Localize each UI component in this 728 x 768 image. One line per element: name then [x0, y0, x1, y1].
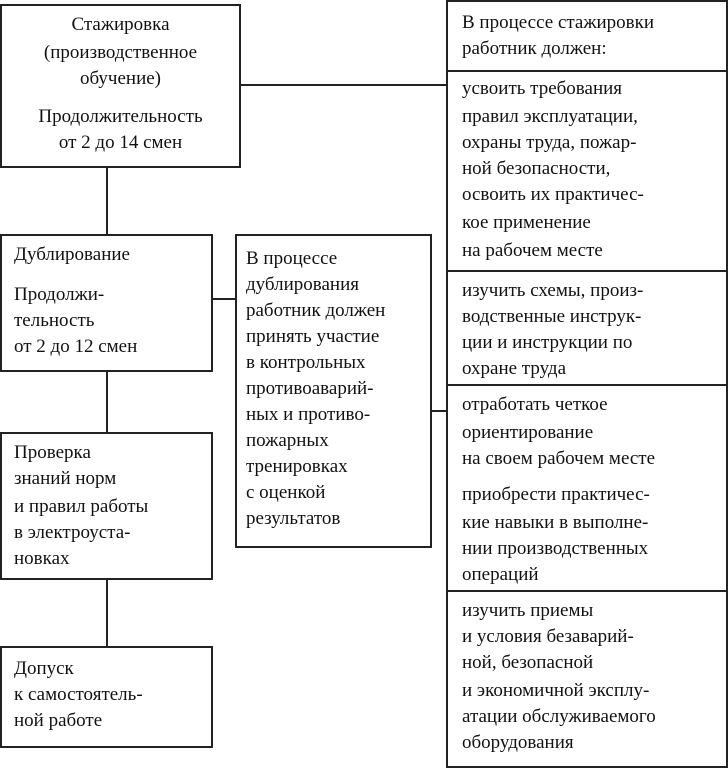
duplication-task-line-7: ных и противо- [246, 404, 371, 425]
training-title-line-2: (производственное [43, 42, 198, 63]
admission-line-3: ной работе [14, 710, 103, 731]
requirement-1-line-7: на рабочем месте [462, 240, 603, 261]
duplication-duration-line-2: тельность [14, 310, 95, 331]
admission-line-1: Допуск [14, 658, 74, 679]
duplication-task-line-10: с оценкой [246, 482, 326, 503]
duplication-task-line-4: принять участие [246, 326, 380, 347]
requirements-header-line-2: работник должен: [462, 38, 607, 59]
requirement-5-line-6: оборудования [462, 732, 574, 753]
requirement-4-line-3: нии производственных [462, 538, 649, 559]
duplication-task-line-11: результатов [246, 508, 341, 529]
requirement-4-line-2: кие навыки в выполне- [462, 512, 649, 533]
requirement-1-line-2: правил эксплуатации, [462, 106, 638, 127]
requirement-2-line-1: изучить схемы, произ- [462, 280, 644, 301]
requirement-3-line-3: на своем рабочем месте [462, 448, 656, 469]
connector-duplication-exam [106, 370, 108, 434]
requirement-5-line-5: атации обслуживаемого [462, 706, 656, 727]
exam-line-3: и правил работы [14, 496, 149, 517]
exam-line-5: новках [14, 548, 70, 569]
requirement-1-line-3: охраны труда, пожар- [462, 132, 637, 153]
requirement-2-line-4: охране труда [462, 358, 566, 379]
requirement-5-line-3: ной, безопасной [462, 652, 594, 673]
exam-line-4: в электроуста- [14, 522, 131, 543]
requirements-header-line-1: В процессе стажировки [462, 12, 655, 33]
duplication-task-line-6: противоаварий- [246, 378, 374, 399]
duplication-task-line-1: В процессе [246, 248, 338, 269]
duplication-duration-line-1: Продолжи- [14, 284, 105, 305]
connector-training-duplication [106, 166, 108, 236]
training-duration-line-1: Продолжительность [38, 106, 203, 127]
admission-line-2: к самостоятель- [14, 684, 143, 705]
requirement-2-line-2: водственные инструк- [462, 306, 642, 327]
connector-training-requirements [240, 84, 448, 86]
requirement-1-line-6: кое применение [462, 212, 591, 233]
requirements-divider-2 [446, 270, 728, 272]
connector-exam-admission [106, 578, 108, 648]
requirement-1-line-1: усвоить требования [462, 78, 623, 99]
duplication-title: Дублирование [14, 244, 130, 265]
duplication-task-line-9: тренировках [246, 456, 348, 477]
requirement-2-line-3: ции и инструкции по [462, 332, 633, 353]
training-title-line-1: Стажировка [71, 14, 170, 35]
requirement-5-line-1: изучить приемы [462, 600, 594, 621]
requirements-divider-1 [446, 70, 728, 72]
requirement-4-line-4: операций [462, 564, 539, 585]
requirement-5-line-4: и экономичной эксплу- [462, 680, 650, 701]
requirement-5-line-2: и условия безаварий- [462, 626, 634, 647]
exam-line-1: Проверка [14, 442, 91, 463]
duplication-task-line-3: работник должен [246, 300, 386, 321]
training-title-line-3: обучение) [79, 68, 162, 89]
duplication-task-line-2: дублирования [246, 274, 359, 295]
requirement-1-line-5: освоить их практичес- [462, 184, 644, 205]
connector-duplication-tasks [211, 298, 237, 300]
training-duration-line-2: от 2 до 14 смен [58, 132, 183, 153]
requirement-3-line-1: отработать четкое [462, 394, 608, 415]
duplication-task-line-8: пожарных [246, 430, 329, 451]
requirements-divider-4 [446, 590, 728, 592]
requirement-4-line-1: приобрести практичес- [462, 484, 650, 505]
duplication-duration-line-3: от 2 до 12 смен [14, 336, 138, 357]
exam-line-2: знаний норм [14, 468, 117, 489]
duplication-task-line-5: в контрольных [246, 352, 366, 373]
requirements-divider-3 [446, 384, 728, 386]
requirement-3-line-2: ориентирование [462, 422, 594, 443]
requirement-1-line-4: ной безопасности, [462, 158, 611, 179]
